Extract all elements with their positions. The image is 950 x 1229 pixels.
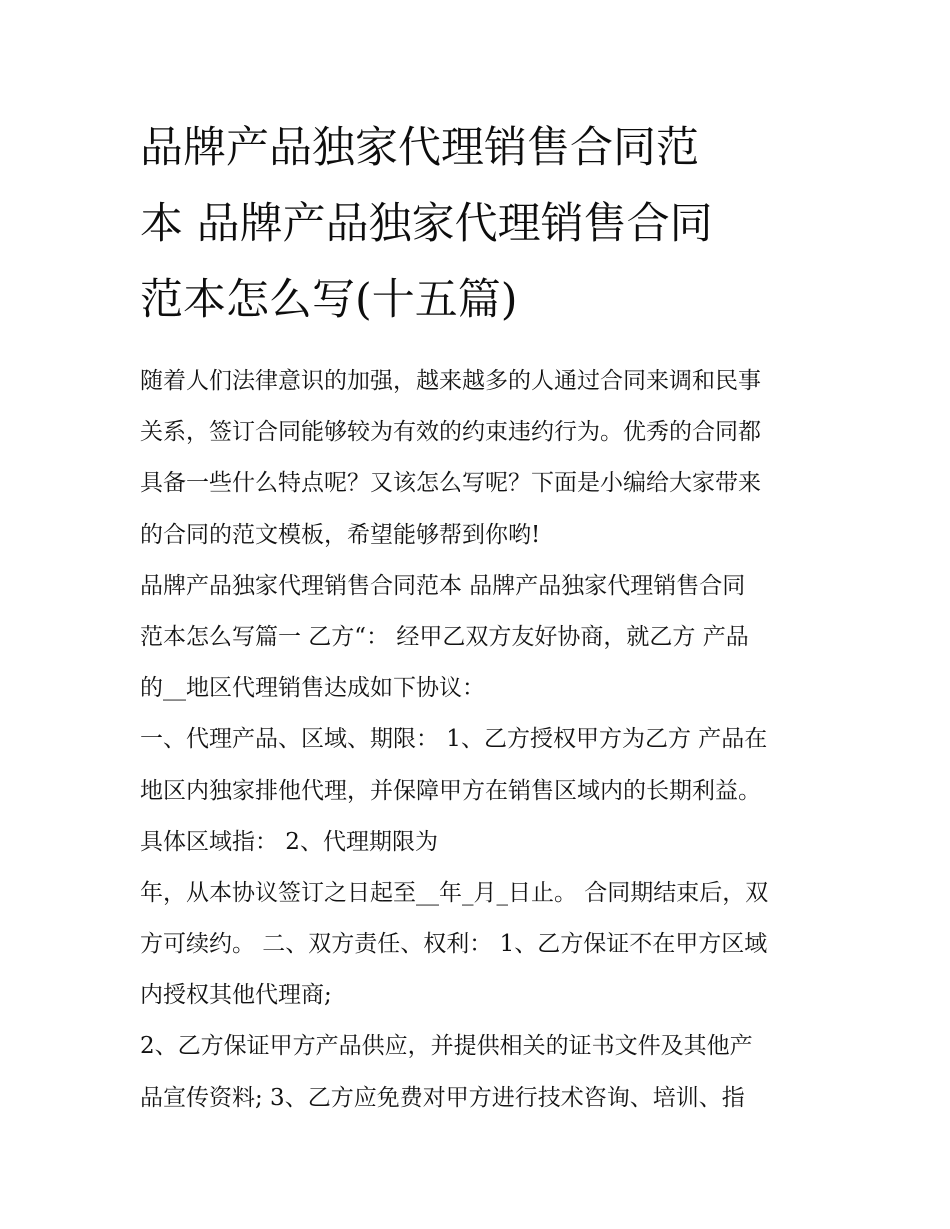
body-line: 方可续约。 二、双方责任、权利： 1、乙方保证不在甲方区域	[140, 931, 768, 958]
body-line: 品牌产品独家代理销售合同范本 品牌产品独家代理销售合同	[140, 572, 746, 599]
body-line: 范本怎么写篇一 乙方“： 经甲乙双方友好协商，就乙方 产品	[140, 623, 749, 650]
body-line: 一、代理产品、区域、期限： 1、乙方授权甲方为乙方 产品在	[140, 726, 768, 753]
body-line: 具备一些什么特点呢？又该怎么写呢？下面是小编给大家带来	[140, 470, 761, 497]
title-line: 本 品牌产品独家代理销售合同	[140, 199, 713, 249]
body-line: 地区内独家排他代理，并保障甲方在销售区域内的长期利益。	[140, 777, 761, 804]
body-line: 2、乙方保证甲方产品供应，并提供相关的证书文件及其他产	[140, 1033, 753, 1060]
body-line: 关系，签订合同能够较为有效的约束违约行为。优秀的合同都	[140, 419, 761, 446]
body-line: 随着人们法律意识的加强，越来越多的人通过合同来调和民事	[140, 368, 761, 394]
title-line: 品牌产品独家代理销售合同范	[140, 123, 699, 173]
body-line: 品宣传资料; 3、乙方应免费对甲方进行技术咨询、培训、指	[140, 1084, 745, 1111]
document-body	[140, 356, 820, 1124]
body-line: 年，从本协议签订之日起至__年_月_日止。 合同期结束后，双	[140, 879, 769, 906]
document-title	[140, 110, 820, 338]
body-line: 的合同的范文模板，希望能够帮到你哟!	[140, 521, 541, 548]
body-line: 的__地区代理销售达成如下协议：	[140, 675, 485, 702]
title-line: 范本怎么写(十五篇)	[140, 275, 518, 325]
body-line: 内授权其他代理商;	[140, 982, 332, 1009]
body-line: 具体区域指： 2、代理期限为	[140, 828, 438, 855]
